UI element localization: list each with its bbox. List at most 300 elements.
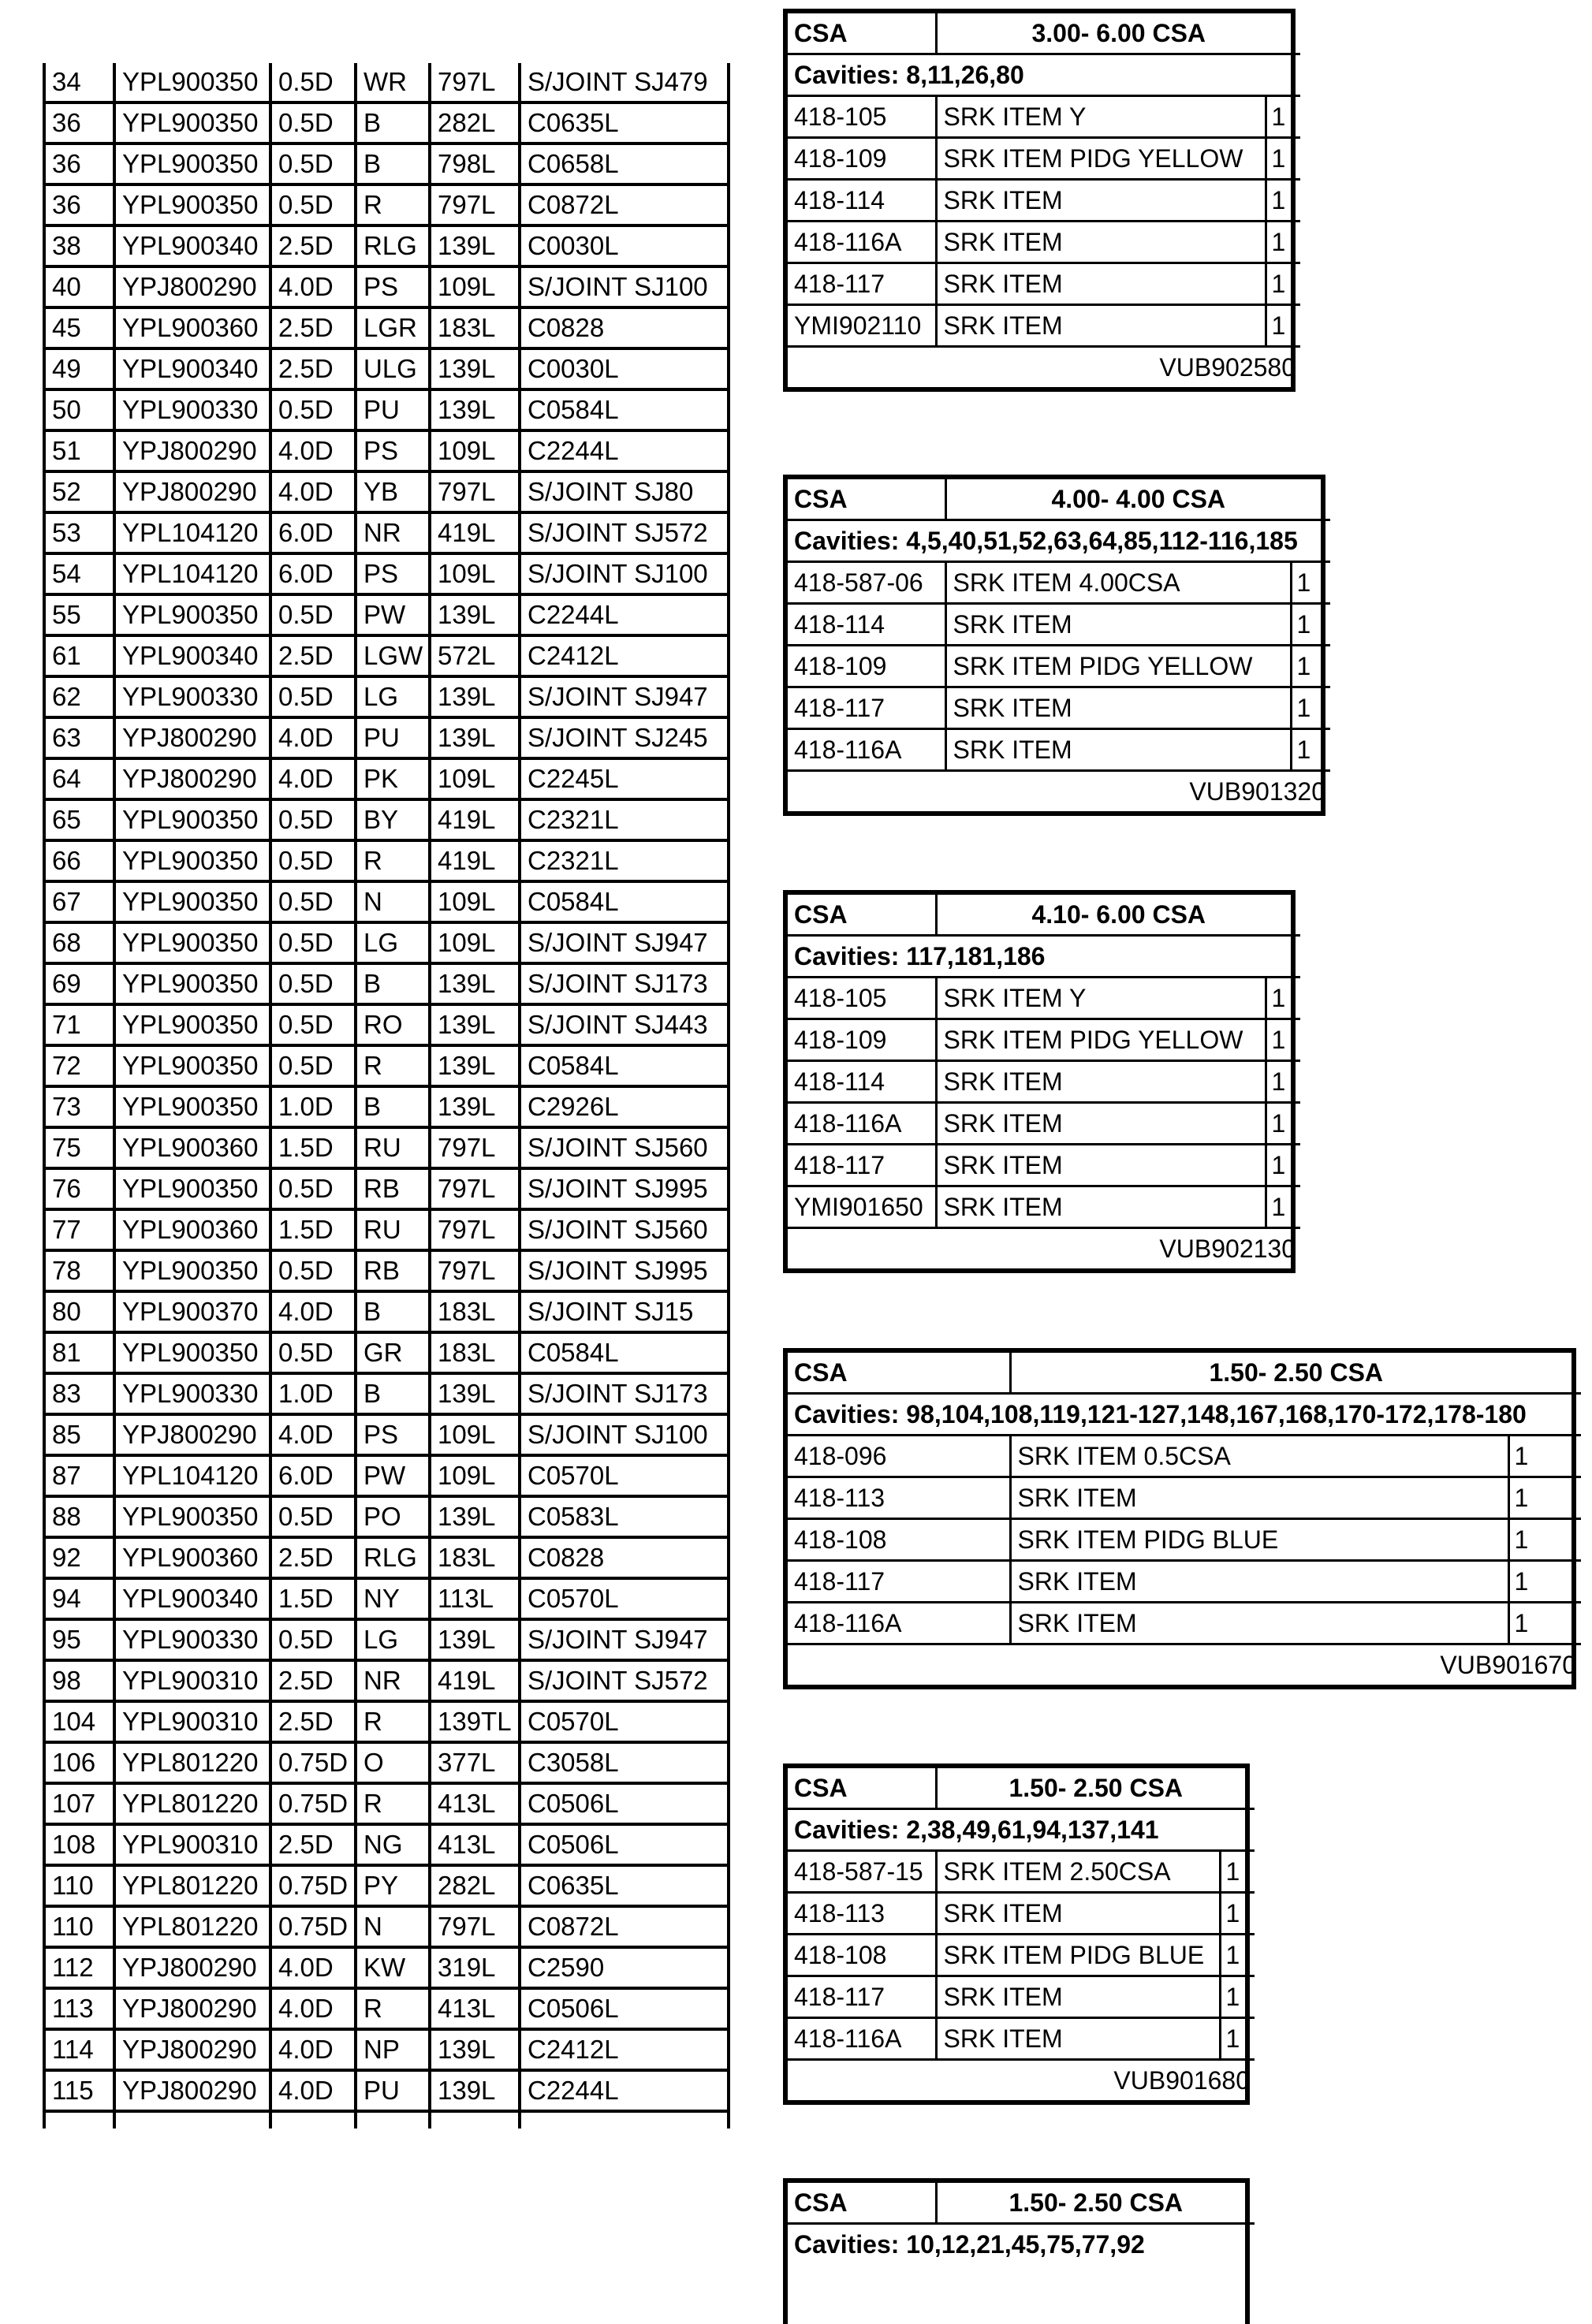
csa-part-number: VUB901670 bbox=[788, 1644, 1581, 1685]
wire-length-cell: 419L bbox=[430, 799, 520, 840]
wire-cavity-cell: 73 bbox=[44, 1086, 114, 1127]
csa-item-row bbox=[788, 978, 1300, 1019]
wire-size-cell: 6.0D bbox=[270, 1455, 356, 1496]
wire-part-cell: YPL900340 bbox=[114, 348, 270, 389]
table-row bbox=[44, 1537, 729, 1578]
wire-destination-cell: C0506L bbox=[520, 1988, 729, 2029]
wire-destination-cell: S/JOINT SJ947 bbox=[520, 922, 729, 963]
wire-destination-cell: C0030L bbox=[520, 348, 729, 389]
csa-item-code: 418-117 bbox=[788, 1145, 936, 1186]
table-row bbox=[44, 1660, 729, 1701]
wire-size-cell: 0.5D bbox=[270, 1168, 356, 1209]
csa-item-quantity: 1 bbox=[1291, 562, 1330, 604]
csa-item-quantity: 1 bbox=[1291, 604, 1330, 646]
wire-size-cell: 2.5D bbox=[270, 1824, 356, 1865]
wire-length-cell: 798L bbox=[430, 143, 520, 184]
csa-item-row bbox=[788, 1935, 1255, 1976]
wire-cavity-cell: 72 bbox=[44, 1045, 114, 1086]
csa-box-3 bbox=[783, 890, 1296, 1273]
table-row bbox=[44, 1045, 729, 1086]
csa-item-description: SRK ITEM 4.00CSA bbox=[945, 562, 1291, 604]
wire-part-cell: YPL900350 bbox=[114, 594, 270, 635]
wire-destination-cell: S/JOINT SJ245 bbox=[520, 717, 729, 758]
csa-label: CSA bbox=[788, 895, 936, 936]
csa-label: CSA bbox=[788, 2183, 936, 2224]
wire-part-cell: YPL900350 bbox=[114, 881, 270, 922]
wire-part-cell: YPL801220 bbox=[114, 1906, 270, 1947]
table-row bbox=[44, 799, 729, 840]
wire-destination-cell: C0658L bbox=[520, 143, 729, 184]
wire-length-cell: 797L bbox=[430, 184, 520, 225]
wire-cavity-cell: 38 bbox=[44, 225, 114, 266]
csa-partno-row bbox=[788, 347, 1300, 388]
table-row bbox=[44, 717, 729, 758]
wire-destination-cell: S/JOINT SJ80 bbox=[520, 471, 729, 512]
csa-item-row bbox=[788, 1061, 1300, 1103]
wire-colour-cell: PS bbox=[356, 266, 430, 307]
csa-item-quantity: 1 bbox=[1266, 1186, 1300, 1228]
csa-item-quantity: 1 bbox=[1266, 1019, 1300, 1061]
wire-length-cell: 109L bbox=[430, 430, 520, 471]
csa-item-description: SRK ITEM 2.50CSA bbox=[936, 1851, 1220, 1893]
csa-item-quantity: 1 bbox=[1508, 1561, 1581, 1603]
table-row bbox=[44, 430, 729, 471]
wire-size-cell: 4.0D bbox=[270, 266, 356, 307]
wire-length-cell: 139L bbox=[430, 2070, 520, 2111]
wire-colour-cell: R bbox=[356, 184, 430, 225]
wire-part-cell: YPL900330 bbox=[114, 1373, 270, 1414]
wire-cavity-cell: 53 bbox=[44, 512, 114, 553]
wire-part-cell: YPL900350 bbox=[114, 922, 270, 963]
wire-cavity-cell: 110 bbox=[44, 1906, 114, 1947]
csa-cavities-row bbox=[788, 1809, 1255, 1851]
wire-part-cell: YPL900340 bbox=[114, 225, 270, 266]
wire-part-cell: YPL900350 bbox=[114, 1496, 270, 1537]
wire-part-cell: YPJ800290 bbox=[114, 758, 270, 799]
csa-cavities-row bbox=[788, 2224, 1255, 2265]
wire-size-cell: 0.5D bbox=[270, 1619, 356, 1660]
wire-colour-cell: ULG bbox=[356, 348, 430, 389]
wire-destination-cell: C0635L bbox=[520, 102, 729, 143]
csa-item-description: SRK ITEM PIDG YELLOW bbox=[936, 1019, 1266, 1061]
csa-cavities: Cavities: 10,12,21,45,75,77,92 bbox=[788, 2224, 1255, 2265]
csa-range: 1.50- 2.50 CSA bbox=[1010, 1353, 1581, 1394]
wire-cavity-cell: 54 bbox=[44, 553, 114, 594]
wire-cavity-cell: 71 bbox=[44, 1004, 114, 1045]
table-row bbox=[44, 307, 729, 348]
csa-item-row bbox=[788, 1436, 1581, 1477]
wire-cavity-cell: 52 bbox=[44, 471, 114, 512]
wire-destination-cell: C0506L bbox=[520, 1824, 729, 1865]
wire-cavity-cell: 107 bbox=[44, 1783, 114, 1824]
table-row bbox=[44, 1783, 729, 1824]
csa-part-number: VUB901320 bbox=[788, 771, 1330, 812]
table-row bbox=[44, 1209, 729, 1250]
wire-colour-cell: O bbox=[356, 1742, 430, 1783]
wire-colour-cell: RLG bbox=[356, 1537, 430, 1578]
wire-length-cell: 139L bbox=[430, 594, 520, 635]
wire-part-cell: YPJ800290 bbox=[114, 266, 270, 307]
wire-size-cell: 4.0D bbox=[270, 2029, 356, 2070]
wire-colour-cell: R bbox=[356, 1988, 430, 2029]
csa-item-description: SRK ITEM PIDG YELLOW bbox=[945, 646, 1291, 687]
csa-range: 1.50- 2.50 CSA bbox=[936, 2183, 1255, 2224]
wire-size-cell: 0.5D bbox=[270, 594, 356, 635]
wire-colour-cell: YB bbox=[356, 471, 430, 512]
table-row-continued bbox=[44, 2111, 729, 2128]
wire-colour-cell: PS bbox=[356, 430, 430, 471]
wire-length-cell: 109L bbox=[430, 553, 520, 594]
table-row bbox=[44, 1742, 729, 1783]
wire-destination-cell: C0570L bbox=[520, 1578, 729, 1619]
wire-size-cell: 6.0D bbox=[270, 553, 356, 594]
table-row bbox=[44, 2070, 729, 2111]
csa-item-description: SRK ITEM bbox=[936, 1103, 1266, 1145]
wire-destination-cell: C0506L bbox=[520, 1783, 729, 1824]
csa-partno-row bbox=[788, 2060, 1255, 2101]
table-row bbox=[44, 348, 729, 389]
wire-cavity-cell: 112 bbox=[44, 1947, 114, 1988]
wire-colour-cell: PU bbox=[356, 389, 430, 430]
wire-size-cell: 0.5D bbox=[270, 676, 356, 717]
wire-colour-cell: R bbox=[356, 840, 430, 881]
csa-item-code: 418-105 bbox=[788, 978, 936, 1019]
csa-item-description: SRK ITEM bbox=[936, 2018, 1220, 2060]
csa-header-row bbox=[788, 479, 1330, 520]
wire-destination-cell: C2412L bbox=[520, 635, 729, 676]
wire-destination-cell: S/JOINT SJ100 bbox=[520, 1414, 729, 1455]
wire-colour-cell: R bbox=[356, 1701, 430, 1742]
wire-cavity-cell: 78 bbox=[44, 1250, 114, 1291]
wire-cavity-cell: 88 bbox=[44, 1496, 114, 1537]
wire-cavity-cell: 40 bbox=[44, 266, 114, 307]
wire-part-cell: YPL900330 bbox=[114, 676, 270, 717]
csa-label: CSA bbox=[788, 13, 936, 54]
wire-cavity-cell: 36 bbox=[44, 184, 114, 225]
wire-length-cell: 797L bbox=[430, 1168, 520, 1209]
wire-destination-cell: C0570L bbox=[520, 1455, 729, 1496]
wire-colour-cell: LGR bbox=[356, 307, 430, 348]
wire-destination-cell: C2244L bbox=[520, 430, 729, 471]
csa-item-description: SRK ITEM bbox=[936, 305, 1266, 347]
table-row bbox=[44, 1865, 729, 1906]
csa-part-number: VUB902580 bbox=[788, 347, 1300, 388]
wire-cavity-cell: 108 bbox=[44, 1824, 114, 1865]
csa-item-code: 418-116A bbox=[788, 2018, 936, 2060]
wire-destination-cell: S/JOINT SJ479 bbox=[520, 63, 729, 102]
wire-destination-cell: C0872L bbox=[520, 184, 729, 225]
wire-destination-cell: S/JOINT SJ572 bbox=[520, 1660, 729, 1701]
wire-cavity-cell: 83 bbox=[44, 1373, 114, 1414]
wire-length-cell: 419L bbox=[430, 512, 520, 553]
wire-length-cell: 139L bbox=[430, 389, 520, 430]
wire-size-cell: 4.0D bbox=[270, 1414, 356, 1455]
wire-length-cell: 413L bbox=[430, 1824, 520, 1865]
wire-size-cell: 1.5D bbox=[270, 1209, 356, 1250]
table-row bbox=[44, 1086, 729, 1127]
table-row bbox=[44, 2029, 729, 2070]
wire-part-cell: YPL900310 bbox=[114, 1701, 270, 1742]
wire-cavity-cell: 98 bbox=[44, 1660, 114, 1701]
wire-size-cell: 2.5D bbox=[270, 225, 356, 266]
csa-item-description: SRK ITEM bbox=[936, 222, 1266, 263]
csa-item-quantity: 1 bbox=[1508, 1603, 1581, 1644]
wire-length-cell: 319L bbox=[430, 1947, 520, 1988]
wire-colour-cell: B bbox=[356, 143, 430, 184]
wire-size-cell: 0.75D bbox=[270, 1865, 356, 1906]
wire-cavity-cell: 36 bbox=[44, 102, 114, 143]
csa-item-row bbox=[788, 646, 1330, 687]
wire-size-cell: 0.5D bbox=[270, 840, 356, 881]
wire-destination-cell: C0828 bbox=[520, 1537, 729, 1578]
wire-colour-cell: NR bbox=[356, 1660, 430, 1701]
wire-destination-cell: S/JOINT SJ995 bbox=[520, 1250, 729, 1291]
csa-item-description: SRK ITEM PIDG BLUE bbox=[1010, 1519, 1508, 1561]
table-row bbox=[44, 1004, 729, 1045]
wire-destination-cell: S/JOINT SJ572 bbox=[520, 512, 729, 553]
wire-length-cell: 109L bbox=[430, 922, 520, 963]
wire-destination-cell: S/JOINT SJ947 bbox=[520, 1619, 729, 1660]
wire-length-cell: 797L bbox=[430, 471, 520, 512]
wire-size-cell: 0.5D bbox=[270, 1045, 356, 1086]
csa-range: 1.50- 2.50 CSA bbox=[936, 1768, 1255, 1809]
wire-colour-cell: B bbox=[356, 963, 430, 1004]
wire-part-cell: YPL900370 bbox=[114, 1291, 270, 1332]
wire-colour-cell: BY bbox=[356, 799, 430, 840]
csa-item-description: SRK ITEM PIDG BLUE bbox=[936, 1935, 1220, 1976]
table-row bbox=[44, 1906, 729, 1947]
wire-part-cell: YPL900360 bbox=[114, 1127, 270, 1168]
csa-item-code: 418-114 bbox=[788, 180, 936, 222]
wire-colour-cell: PY bbox=[356, 1865, 430, 1906]
wire-part-cell: YPL900350 bbox=[114, 799, 270, 840]
wire-cavity-cell: 50 bbox=[44, 389, 114, 430]
wire-colour-cell: RB bbox=[356, 1250, 430, 1291]
wire-colour-cell: B bbox=[356, 1291, 430, 1332]
csa-item-description: SRK ITEM bbox=[1010, 1603, 1508, 1644]
wire-part-cell: YPL900350 bbox=[114, 102, 270, 143]
wire-length-cell: 139L bbox=[430, 2029, 520, 2070]
csa-item-row bbox=[788, 729, 1330, 771]
csa-item-quantity: 1 bbox=[1291, 646, 1330, 687]
wire-length-cell: 139TL bbox=[430, 1701, 520, 1742]
csa-item-description: SRK ITEM bbox=[945, 687, 1291, 729]
wire-size-cell: 4.0D bbox=[270, 1988, 356, 2029]
wire-size-cell: 6.0D bbox=[270, 512, 356, 553]
table-row bbox=[44, 1455, 729, 1496]
csa-item-description: SRK ITEM bbox=[936, 180, 1266, 222]
csa-item-description: SRK ITEM bbox=[1010, 1477, 1508, 1519]
wire-destination-cell: S/JOINT SJ947 bbox=[520, 676, 729, 717]
csa-item-row bbox=[788, 1893, 1255, 1935]
csa-item-quantity: 1 bbox=[1220, 1935, 1255, 1976]
wire-part-cell: YPL900360 bbox=[114, 1209, 270, 1250]
csa-box-1 bbox=[783, 9, 1296, 392]
csa-item-row bbox=[788, 1186, 1300, 1228]
csa-item-code: 418-116A bbox=[788, 1603, 1010, 1644]
wire-length-cell: 797L bbox=[430, 1906, 520, 1947]
wire-size-cell: 1.0D bbox=[270, 1086, 356, 1127]
csa-item-quantity: 1 bbox=[1266, 305, 1300, 347]
wire-length-cell: 139L bbox=[430, 1496, 520, 1537]
wire-size-cell: 1.5D bbox=[270, 1127, 356, 1168]
csa-cavities: Cavities: 117,181,186 bbox=[788, 936, 1300, 978]
wire-colour-cell: PW bbox=[356, 594, 430, 635]
table-row bbox=[44, 102, 729, 143]
wire-part-cell: YPJ800290 bbox=[114, 2029, 270, 2070]
wire-size-cell: 0.5D bbox=[270, 799, 356, 840]
csa-range: 3.00- 6.00 CSA bbox=[936, 13, 1300, 54]
wire-size-cell: 0.5D bbox=[270, 1004, 356, 1045]
wire-size-cell: 0.5D bbox=[270, 389, 356, 430]
wire-cavity-cell: 77 bbox=[44, 1209, 114, 1250]
wire-destination-cell: C2245L bbox=[520, 758, 729, 799]
csa-box-5 bbox=[783, 1763, 1250, 2105]
wire-destination-cell: C0030L bbox=[520, 225, 729, 266]
wire-length-cell: 797L bbox=[430, 1250, 520, 1291]
csa-item-code: 418-587-06 bbox=[788, 562, 945, 604]
wire-length-cell: 109L bbox=[430, 266, 520, 307]
csa-item-row bbox=[788, 687, 1330, 729]
table-row bbox=[44, 143, 729, 184]
csa-item-description: SRK ITEM 0.5CSA bbox=[1010, 1436, 1508, 1477]
wire-length-cell: 797L bbox=[430, 1209, 520, 1250]
csa-item-code: 418-109 bbox=[788, 1019, 936, 1061]
table-row bbox=[44, 1414, 729, 1455]
wire-part-cell: YPL900340 bbox=[114, 635, 270, 676]
table-row bbox=[44, 471, 729, 512]
csa-item-row bbox=[788, 96, 1300, 138]
csa-item-description: SRK ITEM bbox=[936, 1061, 1266, 1103]
csa-header-row bbox=[788, 2183, 1255, 2224]
wire-colour-cell: WR bbox=[356, 63, 430, 102]
csa-cavities-row bbox=[788, 1394, 1581, 1436]
wire-cavity-cell: 62 bbox=[44, 676, 114, 717]
wire-colour-cell: PK bbox=[356, 758, 430, 799]
csa-item-description: SRK ITEM bbox=[936, 1893, 1220, 1935]
wire-colour-cell: RLG bbox=[356, 225, 430, 266]
wire-part-cell: YPJ800290 bbox=[114, 1414, 270, 1455]
wire-length-cell: 413L bbox=[430, 1783, 520, 1824]
wire-size-cell: 2.5D bbox=[270, 348, 356, 389]
table-row bbox=[44, 1496, 729, 1537]
table-row bbox=[44, 963, 729, 1004]
wire-length-cell: 139L bbox=[430, 717, 520, 758]
wire-length-cell: 572L bbox=[430, 635, 520, 676]
csa-item-description: SRK ITEM bbox=[936, 1186, 1266, 1228]
wire-size-cell: 4.0D bbox=[270, 1947, 356, 1988]
wire-length-cell: 139L bbox=[430, 225, 520, 266]
csa-item-row bbox=[788, 604, 1330, 646]
wire-length-cell: 139L bbox=[430, 1004, 520, 1045]
csa-item-code: 418-113 bbox=[788, 1893, 936, 1935]
wire-part-cell: YPL900310 bbox=[114, 1660, 270, 1701]
table-row bbox=[44, 594, 729, 635]
wire-size-cell: 0.75D bbox=[270, 1742, 356, 1783]
wire-cavity-cell: 94 bbox=[44, 1578, 114, 1619]
wire-destination-cell: C0583L bbox=[520, 1496, 729, 1537]
wire-cavity-cell: 95 bbox=[44, 1619, 114, 1660]
wire-cavity-cell: 113 bbox=[44, 1988, 114, 2029]
table-row bbox=[44, 512, 729, 553]
csa-item-description: SRK ITEM PIDG YELLOW bbox=[936, 138, 1266, 180]
wire-destination-cell: C2412L bbox=[520, 2029, 729, 2070]
csa-item-quantity: 1 bbox=[1508, 1436, 1581, 1477]
wire-colour-cell: LG bbox=[356, 676, 430, 717]
wire-part-cell: YPL900350 bbox=[114, 1045, 270, 1086]
csa-item-quantity: 1 bbox=[1266, 263, 1300, 305]
wire-part-cell: YPL900340 bbox=[114, 1578, 270, 1619]
wire-colour-cell: PU bbox=[356, 717, 430, 758]
wire-length-cell: 109L bbox=[430, 1455, 520, 1496]
csa-item-code: 418-587-15 bbox=[788, 1851, 936, 1893]
table-row bbox=[44, 1332, 729, 1373]
wire-part-cell: YPL900330 bbox=[114, 389, 270, 430]
table-row bbox=[44, 184, 729, 225]
csa-label: CSA bbox=[788, 1768, 936, 1809]
csa-label: CSA bbox=[788, 479, 945, 520]
wire-colour-cell: N bbox=[356, 881, 430, 922]
wire-list-table bbox=[43, 63, 730, 2128]
csa-item-quantity: 1 bbox=[1266, 222, 1300, 263]
wire-cavity-cell: 76 bbox=[44, 1168, 114, 1209]
csa-item-row bbox=[788, 305, 1300, 347]
wire-part-cell: YPL104120 bbox=[114, 1455, 270, 1496]
wire-part-cell: YPL900310 bbox=[114, 1824, 270, 1865]
wire-cavity-cell: 34 bbox=[44, 63, 114, 102]
wire-size-cell: 2.5D bbox=[270, 1701, 356, 1742]
csa-partno-row bbox=[788, 1644, 1581, 1685]
csa-item-code: 418-114 bbox=[788, 1061, 936, 1103]
csa-item-row bbox=[788, 562, 1330, 604]
wire-part-cell: YPL900350 bbox=[114, 1250, 270, 1291]
csa-item-code: 418-117 bbox=[788, 687, 945, 729]
table-row bbox=[44, 389, 729, 430]
wire-length-cell: 109L bbox=[430, 1414, 520, 1455]
csa-item-description: SRK ITEM Y bbox=[936, 978, 1266, 1019]
csa-box-6 bbox=[783, 2178, 1250, 2324]
wire-cavity-cell: 115 bbox=[44, 2070, 114, 2111]
wire-cavity-cell: 106 bbox=[44, 1742, 114, 1783]
wire-destination-cell: C2926L bbox=[520, 1086, 729, 1127]
wire-colour-cell: RU bbox=[356, 1209, 430, 1250]
csa-item-quantity: 1 bbox=[1220, 1893, 1255, 1935]
wire-length-cell: 183L bbox=[430, 1332, 520, 1373]
csa-cavities: Cavities: 4,5,40,51,52,63,64,85,112-116,185 bbox=[788, 520, 1330, 562]
table-row bbox=[44, 840, 729, 881]
wire-part-cell: YPL900350 bbox=[114, 63, 270, 102]
table-row bbox=[44, 1250, 729, 1291]
csa-item-code: 418-109 bbox=[788, 138, 936, 180]
csa-item-quantity: 1 bbox=[1220, 1851, 1255, 1893]
wire-destination-cell: C0570L bbox=[520, 1701, 729, 1742]
wire-destination-cell: S/JOINT SJ173 bbox=[520, 963, 729, 1004]
wire-colour-cell: RU bbox=[356, 1127, 430, 1168]
wire-destination-cell: C0584L bbox=[520, 1045, 729, 1086]
wire-cavity-cell: 65 bbox=[44, 799, 114, 840]
wire-part-cell: YPL104120 bbox=[114, 512, 270, 553]
csa-part-number: VUB901680 bbox=[788, 2060, 1255, 2101]
table-row bbox=[44, 881, 729, 922]
wire-part-cell: YPL900360 bbox=[114, 1537, 270, 1578]
wire-part-cell: YPL900360 bbox=[114, 307, 270, 348]
csa-item-row bbox=[788, 1976, 1255, 2018]
wire-length-cell: 139L bbox=[430, 1373, 520, 1414]
table-row bbox=[44, 676, 729, 717]
wire-colour-cell: NP bbox=[356, 2029, 430, 2070]
csa-item-quantity: 1 bbox=[1508, 1519, 1581, 1561]
wire-length-cell: 419L bbox=[430, 1660, 520, 1701]
